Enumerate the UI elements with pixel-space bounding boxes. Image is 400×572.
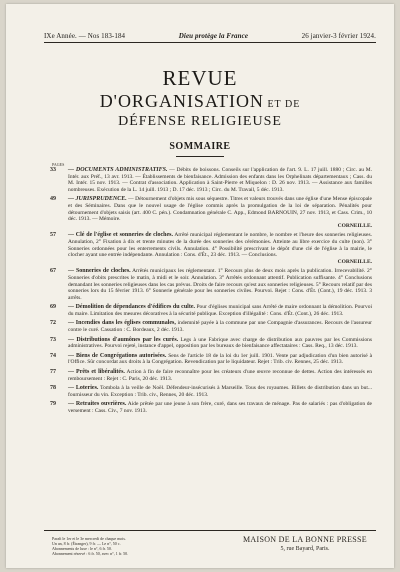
toc-entry — [50, 268, 372, 301]
issue-number: — Nos 183-184 — [78, 32, 126, 40]
toc-entry-heading: — Démolition de dépendances d'édifices du culte. — [68, 304, 196, 311]
toc-entry-text: Tombola à la veille de Noël. Défendeur-insécurisés à Marseille. Tous des royaumes. Billets de distribution dans un but... fournisseur du vin. Exception : Trib. civ., Rennes, 20 déc. 1913. — [68, 385, 372, 398]
header-rule — [44, 42, 376, 43]
toc-entry-text: — Détournement d'objets mis sous séquestre. Titres et valeurs trouvés dans une église d'une Mense épiscopale et des Séminaires. Dans que le nouvel usage de l'église commis après la promulgation de la loi de séparation. Pénalités pour détournement d'objets saisis (art. 400 C. pén.). Condamnation générale C. App., Edmond BARNOUIN, 27 nov. 1913, et Cass. Crim., 10 déc. 1913. — Mémoire. — [68, 196, 372, 223]
toc-entry — [50, 401, 372, 414]
toc-entry-heading: — JURISPRUDENCE. — [68, 196, 127, 203]
subscription-line: Paraît le 1er et le 3e mercredi de chaque mois. — [52, 536, 126, 541]
motto: Dieu protège la France — [178, 32, 249, 40]
toc-entry — [50, 320, 372, 333]
toc-entry-text: Pour d'églises municipal sans Arrêté de maire ordonnant la démolition. Pourvoi du maire. Limitation des mesures décoratives à la sécurité publique. Exception d'illégalité : Cons. d'Ét. (Cont.), 26 déc. 1913. — [68, 304, 372, 317]
toc-entry-heading: — Loteries. — [68, 385, 99, 392]
toc-entry-text: Arrêtés municipaux les réglementant. 1° Recours plus de deux mois après la publication. Irrecevabilité. 2° Sonneries d'obits prescrites le matin, à midi et le soir. Annulation. 3° Arrêtés ordonnant attentif. Publication suffisante. 4° Conclusions demandant les sonneries religieuses dans les cas prévus. Droits de faire recours qu'est aux sonneries religieuses. 5° Recours relatif par des sonneries lors du 15 février 1913. 6° Sonnerie générale pour les sonneries civiles. Pourvoi. Rejet : Cons. d'Ét. (Cont.), 19 déc. 1913. 3 arrêts. — [68, 268, 372, 301]
toc-entry-heading: — Clé de l'église et sonneries de cloches. — [68, 232, 173, 239]
title-line-2-prefix: D' — [99, 91, 118, 111]
toc-entry-text: Legs à une Fabrique avec charge de distribution aux pauvres par les Commissions administratives. Pourvoi rejeté, instance d'appel, opposition par les bureaux de bienfaisance affectataires : Cass. Req., 13 déc. 1913. — [68, 336, 373, 350]
toc-page-number: 72 — [50, 320, 56, 327]
journal-page — [6, 4, 394, 568]
toc-page-number: 73 — [50, 336, 56, 343]
toc-entry-text: Arrêté municipal réglementant le nombre, le nombre et l'heure des sonneries religieuses. Annulation, 2° Fixation à dix et trente minutes de la durée des sonneries des cérémonies. Atteinte au libre exercice du culte (non). 3° Sonneries ordonnées pour les enterrements civils. Annulation. 4° Possibilité prescrivant le dépôt d'une clé de l'église à la mairie, le clocher ayant une entrée indépendante. Annulation : Cons. d'Ét., 23 déc. 1913. — Conclusions. — [68, 232, 372, 259]
toc-entry-heading: — Biens de Congrégations autorisées. — [68, 352, 167, 359]
title-line-3: DÉFENSE RELIGIEUSE — [118, 114, 282, 129]
toc-entry — [50, 232, 372, 265]
toc-entry — [50, 304, 372, 317]
toc-entry-text: — Débits de boissons. Conseils sur l'application de l'art. 9. L. 17 juill. 1880 ; Circ. au M. Intér. aux Préf., 13 avr. 1913. — Établissements de bienfaisance. Admission des enfants dans les Orphelinats départementaux ; Cass. du M. Intér. 15 nov. 1913. — Contrat d'association. Application à Saint-Pierre et Miquelon : D. 26 nov. 1913. — Assistance aux familles nombreuses. Exécution de la L. 14 juill. 1913 ; D. 17 déc. 1913 ; Circ. du M. Travail, 5 déc. 1913. — [68, 167, 373, 193]
toc-entry-heading: — Retraites ouvrières. — [68, 401, 127, 408]
publisher-name: MAISON DE LA BONNE PRESSE — [243, 535, 367, 544]
toc-entry — [50, 369, 372, 382]
toc-entry — [50, 167, 372, 193]
subscription-line: Abonnements de luxe : le n°, 6 fr. 50. — [52, 546, 112, 551]
toc-page-number: 79 — [50, 401, 56, 408]
toc-entry-text: Aide prêtée par une jeune à son frère, curé, dans ses travaux de ménage. Pas de salariés : pas d'obligation de versement : Cass. Civ., 7 nov. 1913. — [68, 401, 372, 414]
toc-entry-heading: — Incendies dans les églises communales, — [68, 320, 176, 327]
toc-entry-text: Action à fin de faire reconnaître pour les créateurs d'une œuvre reconnue de dettes. Action des intéressés en remboursement : Rejet : C. Paris, 20 déc. 1913. — [68, 369, 373, 382]
toc-entry-heading: — DOCUMENTS ADMINISTRATIFS. — [68, 167, 168, 173]
toc-entry — [50, 196, 372, 229]
toc-page-number: 49 — [50, 196, 56, 203]
issue-year-number — [44, 32, 125, 40]
toc-entry-heading: — Sonneries de cloches. — [68, 268, 131, 275]
subscription-line: Un an, 8 fr. (Étranger), 9 fr. — Le n°, 50 c. — [52, 541, 121, 546]
toc-page-number: 77 — [50, 369, 56, 376]
title-line-1: REVUE — [162, 66, 238, 90]
toc-entry-signature: CORNEILLE. — [337, 258, 372, 265]
toc-page-number: 69 — [50, 304, 56, 311]
title-line-2-main: ORGANISATION — [117, 91, 264, 111]
toc-page-number: 67 — [50, 268, 56, 275]
sommaire-heading: SOMMAIRE — [169, 141, 231, 152]
toc-entry — [50, 337, 372, 350]
subscription-line: Abonnement réservé : 6 fr. 50, avec n°, 1 fr. 50. — [52, 551, 129, 556]
sommaire-rule — [176, 156, 224, 157]
title-line-2-suffix: ET DE — [263, 99, 301, 110]
toc-entry-heading: — Prêts et libéralités. — [68, 369, 125, 376]
title-line-2 — [6, 91, 394, 112]
toc-entry-signature: CORNEILLE. — [337, 222, 372, 229]
pages-column-label: PAGES — [52, 162, 65, 167]
toc-entry — [50, 353, 372, 366]
toc-page-number: 74 — [50, 352, 56, 359]
toc-entry-text: indemnité payée à la commune par une Compagnie d'assurances. Recours de l'assureur contre le curé. Cassation : C. Bordeaux, 2 déc. 1913. — [68, 320, 372, 334]
footer-rule — [44, 530, 376, 531]
toc-entry — [50, 385, 372, 398]
toc-page-number: 33 — [50, 167, 56, 173]
issue-header — [44, 32, 376, 40]
table-of-contents — [50, 167, 372, 418]
toc-page-number: 78 — [50, 385, 56, 392]
subscription-info — [52, 536, 192, 556]
toc-page-number: 57 — [50, 232, 56, 239]
publisher-block — [230, 535, 380, 552]
publisher-address: 5, rue Bayard, Paris. — [280, 546, 330, 552]
toc-entry-text: Sens de l'article 18 de la loi du 1er juill. 1901. Vente par adjudication d'un bien autorisé à l'Office. Sûr concordat aux droits à la Congrégation. Revendication par le liquidateur. Rejet : Trib. civ. Rennes, 25 déc. 1913. — [68, 352, 373, 366]
issue-date: 26 janvier-3 février 1924. — [301, 32, 376, 40]
issue-year: IXe Année. — [44, 32, 77, 40]
toc-entry-heading: — Distributions d'aumônes par les curés. — [68, 336, 179, 343]
